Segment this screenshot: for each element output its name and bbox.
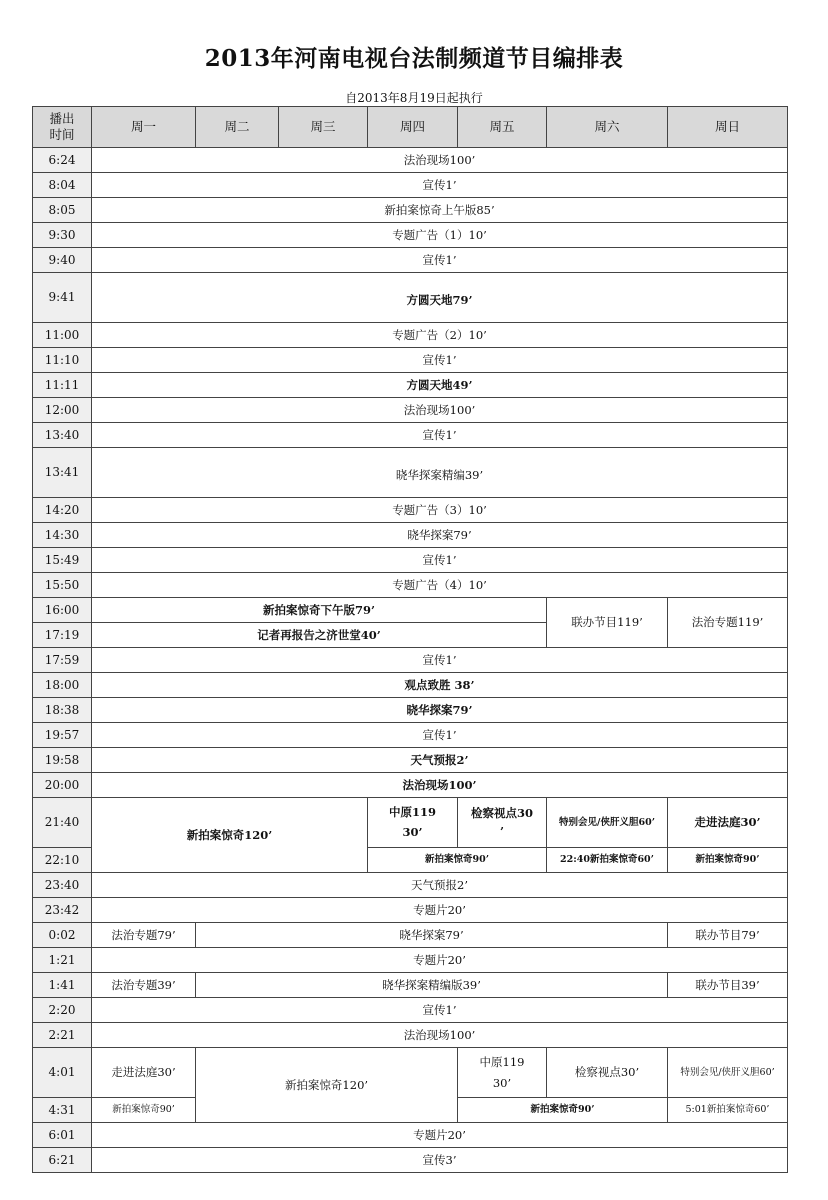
header-mon: 周一 — [92, 107, 196, 148]
time-cell: 16:00 — [33, 598, 92, 623]
program-cell: 晓华探案精编39’ — [92, 448, 788, 498]
program-cell-sun: 走进法庭30’ — [668, 798, 788, 848]
table-row — [33, 1148, 788, 1173]
table-row — [33, 348, 788, 373]
time-cell: 12:00 — [33, 398, 92, 423]
table-row — [33, 923, 788, 948]
table-row — [33, 1123, 788, 1148]
time-cell: 13:40 — [33, 423, 92, 448]
table-row — [33, 1048, 788, 1098]
program-cell-tue-sat: 晓华探案79’ — [196, 923, 668, 948]
program-cell: 法治现场100’ — [92, 1023, 788, 1048]
program-cell-tue-thu: 新拍案惊奇120’ — [196, 1048, 458, 1123]
program-cell: 专题片20’ — [92, 948, 788, 973]
table-row — [33, 323, 788, 348]
header-wed: 周三 — [279, 107, 368, 148]
program-cell-tue-sat: 晓华探案精编版39’ — [196, 973, 668, 998]
program-cell: 法治现场100’ — [92, 773, 788, 798]
time-cell: 4:01 — [33, 1048, 92, 1098]
program-cell-sun: 联办节目39’ — [668, 973, 788, 998]
table-row — [33, 273, 788, 323]
time-cell: 15:50 — [33, 573, 92, 598]
program-cell: 天气预报2’ — [92, 873, 788, 898]
program-cell: 专题广告（1）10’ — [92, 223, 788, 248]
program-cell-fri: 中原119 30’ — [458, 1048, 547, 1098]
program-cell-sun: 特别会见/侠肝义胆60’ — [668, 1048, 788, 1098]
table-row — [33, 373, 788, 398]
table-row — [33, 648, 788, 673]
program-cell-sun: 5:01新拍案惊奇60’ — [668, 1098, 788, 1123]
time-cell: 15:49 — [33, 548, 92, 573]
header-sun: 周日 — [668, 107, 788, 148]
time-cell: 8:04 — [33, 173, 92, 198]
program-cell-mon: 法治专题39’ — [92, 973, 196, 998]
table-row — [33, 398, 788, 423]
time-cell: 11:10 — [33, 348, 92, 373]
time-cell: 6:24 — [33, 148, 92, 173]
program-cell-sat: 检察视点30’ — [547, 1048, 668, 1098]
table-row — [33, 448, 788, 498]
table-row — [33, 723, 788, 748]
program-cell: 专题片20’ — [92, 1123, 788, 1148]
time-cell: 18:38 — [33, 698, 92, 723]
program-cell: 天气预报2’ — [92, 748, 788, 773]
table-row — [33, 1023, 788, 1048]
time-cell: 11:00 — [33, 323, 92, 348]
table-row — [33, 773, 788, 798]
program-cell: 宣传1’ — [92, 423, 788, 448]
program-cell-sat: 特别会见/侠肝义胆60’ — [547, 798, 668, 848]
program-cell: 专题广告（4）10’ — [92, 573, 788, 598]
time-cell: 19:58 — [33, 748, 92, 773]
table-row — [33, 598, 788, 623]
table-row — [33, 173, 788, 198]
program-cell-mon-wed: 新拍案惊奇120’ — [92, 798, 368, 873]
program-cell-thu-fri: 新拍案惊奇90’ — [368, 848, 547, 873]
time-cell: 2:20 — [33, 998, 92, 1023]
table-row — [33, 948, 788, 973]
program-cell: 专题广告（3）10’ — [92, 498, 788, 523]
time-cell: 2:21 — [33, 1023, 92, 1048]
table-row — [33, 498, 788, 523]
program-cell: 记者再报告之济世堂40’ — [92, 623, 547, 648]
program-cell: 宣传1’ — [92, 648, 788, 673]
program-cell-mon: 新拍案惊奇90’ — [92, 1098, 196, 1123]
table-row — [33, 523, 788, 548]
table-row — [33, 798, 788, 848]
program-cell: 观点致胜 38’ — [92, 673, 788, 698]
time-cell: 4:31 — [33, 1098, 92, 1123]
table-row — [33, 198, 788, 223]
time-cell: 20:00 — [33, 773, 92, 798]
time-cell: 0:02 — [33, 923, 92, 948]
table-row — [33, 148, 788, 173]
program-cell: 新拍案惊奇下午版79’ — [92, 598, 547, 623]
time-cell: 13:41 — [33, 448, 92, 498]
table-row — [33, 673, 788, 698]
program-cell-sun: 新拍案惊奇90’ — [668, 848, 788, 873]
time-cell: 1:21 — [33, 948, 92, 973]
effective-date: 自2013年8月19日起执行 — [345, 91, 483, 105]
table-row — [33, 248, 788, 273]
program-cell: 方圆天地79’ — [92, 273, 788, 323]
program-cell: 晓华探案79’ — [92, 698, 788, 723]
time-cell: 21:40 — [33, 798, 92, 848]
page-title: 2013年河南电视台法制频道节目编排表 — [204, 45, 624, 72]
time-cell: 17:59 — [33, 648, 92, 673]
program-cell: 宣传1’ — [92, 248, 788, 273]
time-cell: 6:21 — [33, 1148, 92, 1173]
program-cell: 晓华探案79’ — [92, 523, 788, 548]
program-cell: 宣传1’ — [92, 723, 788, 748]
time-cell: 19:57 — [33, 723, 92, 748]
program-cell-mon: 走进法庭30’ — [92, 1048, 196, 1098]
header-time: 播出 时间 — [33, 107, 92, 148]
time-cell: 18:00 — [33, 673, 92, 698]
time-cell: 14:20 — [33, 498, 92, 523]
program-cell-sat: 联办节目119’ — [547, 598, 668, 648]
table-row — [33, 748, 788, 773]
time-cell: 9:30 — [33, 223, 92, 248]
program-cell-sun: 联办节目79’ — [668, 923, 788, 948]
program-cell: 宣传1’ — [92, 348, 788, 373]
table-row — [33, 873, 788, 898]
header-fri: 周五 — [458, 107, 547, 148]
program-cell-sat: 22:40新拍案惊奇60’ — [547, 848, 668, 873]
program-cell-mon: 法治专题79’ — [92, 923, 196, 948]
program-cell: 法治现场100’ — [92, 148, 788, 173]
header-thu: 周四 — [368, 107, 458, 148]
time-cell: 8:05 — [33, 198, 92, 223]
program-cell: 专题广告（2）10’ — [92, 323, 788, 348]
program-cell: 宣传3’ — [92, 1148, 788, 1173]
program-cell-thu: 中原119 30’ — [368, 798, 458, 848]
table-row — [33, 998, 788, 1023]
header-row — [33, 107, 788, 148]
program-cell: 宣传1’ — [92, 998, 788, 1023]
time-cell: 23:42 — [33, 898, 92, 923]
program-cell-fri-sat: 新拍案惊奇90’ — [458, 1098, 668, 1123]
schedule-table — [32, 106, 788, 1173]
program-cell: 宣传1’ — [92, 548, 788, 573]
table-row — [33, 698, 788, 723]
program-cell-sun: 法治专题119’ — [668, 598, 788, 648]
program-cell: 专题片20’ — [92, 898, 788, 923]
program-cell-fri: 检察视点30 ’ — [458, 798, 547, 848]
program-cell: 方圆天地49’ — [92, 373, 788, 398]
program-cell: 新拍案惊奇上午版85’ — [92, 198, 788, 223]
table-row — [33, 573, 788, 598]
time-cell: 1:41 — [33, 973, 92, 998]
table-row — [33, 223, 788, 248]
table-row — [33, 973, 788, 998]
header-sat: 周六 — [547, 107, 668, 148]
table-row — [33, 898, 788, 923]
program-cell: 宣传1’ — [92, 173, 788, 198]
time-cell: 17:19 — [33, 623, 92, 648]
program-cell: 法治现场100’ — [92, 398, 788, 423]
time-cell: 22:10 — [33, 848, 92, 873]
time-cell: 14:30 — [33, 523, 92, 548]
table-row — [33, 423, 788, 448]
time-cell: 11:11 — [33, 373, 92, 398]
time-cell: 6:01 — [33, 1123, 92, 1148]
time-cell: 9:40 — [33, 248, 92, 273]
table-row — [33, 548, 788, 573]
time-cell: 9:41 — [33, 273, 92, 323]
header-tue: 周二 — [196, 107, 279, 148]
time-cell: 23:40 — [33, 873, 92, 898]
